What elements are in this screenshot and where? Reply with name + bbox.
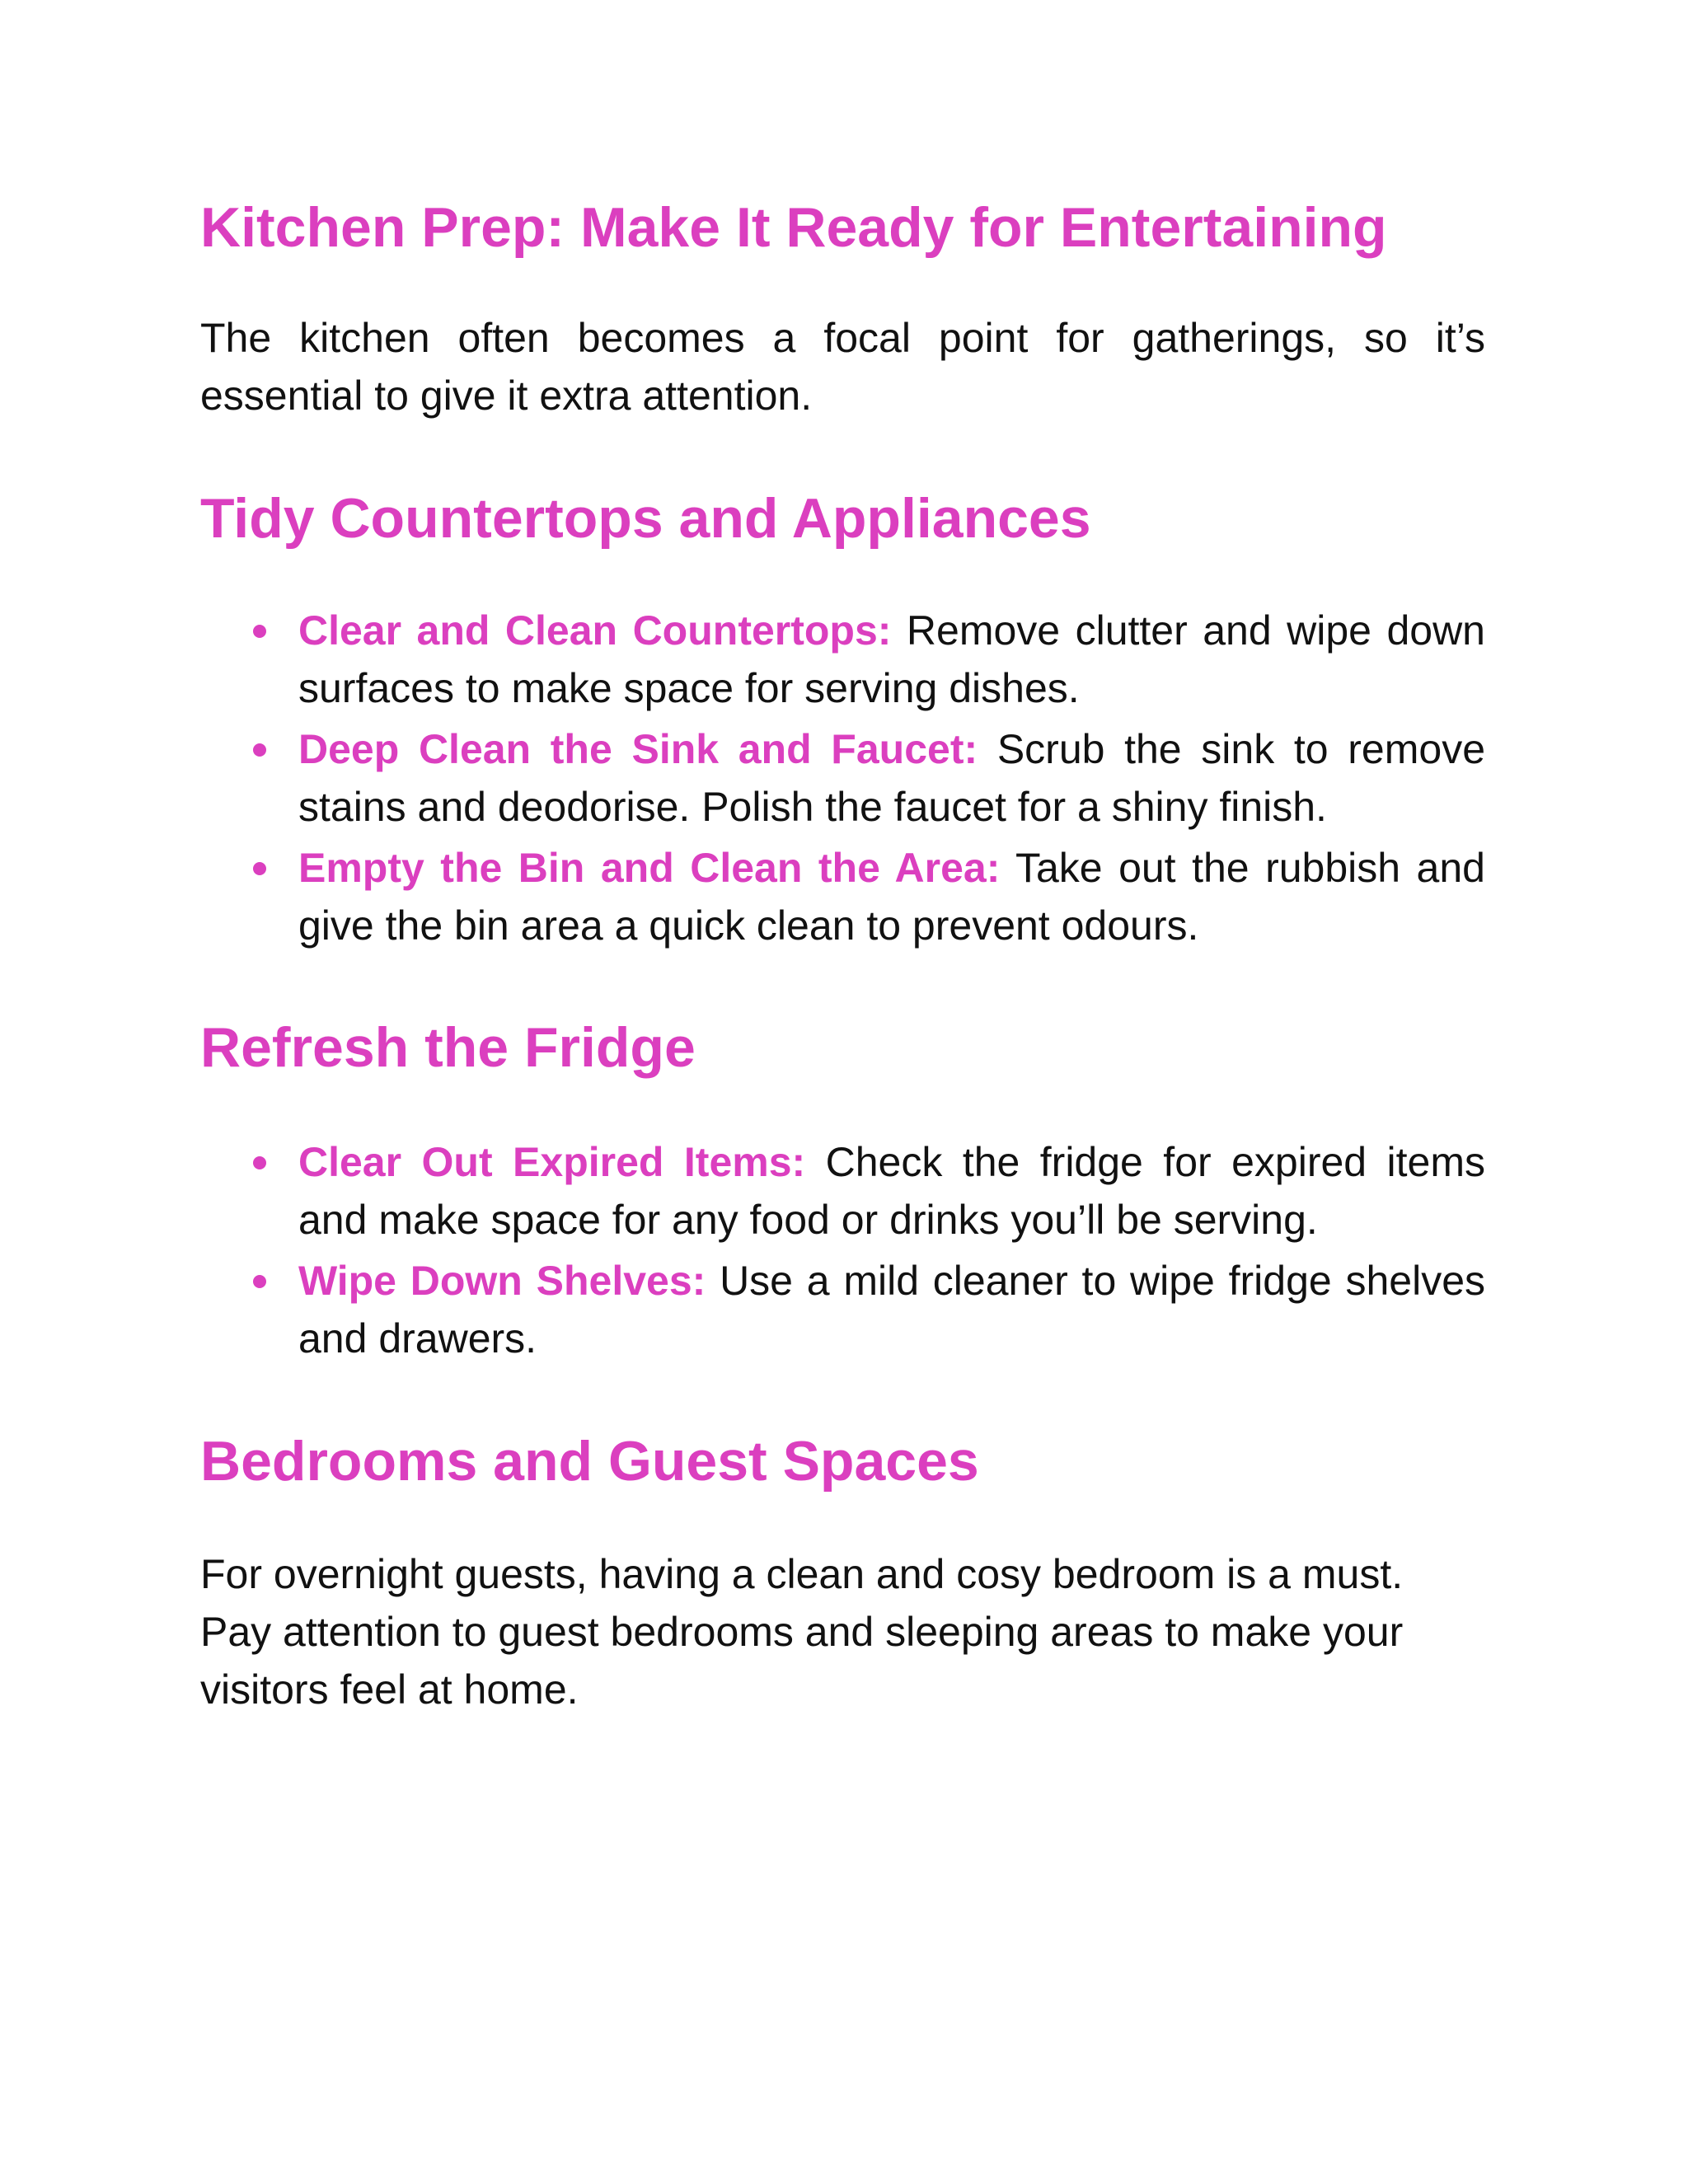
list-item xyxy=(200,839,1485,954)
item-text: Remove clutter and wipe down surfaces to make space for serving dishes. xyxy=(298,607,1485,711)
list-item xyxy=(200,1133,1485,1249)
bullet-icon xyxy=(253,625,266,638)
item-term: Deep Clean the Sink and Faucet: xyxy=(298,726,978,772)
bullet-icon xyxy=(253,743,266,757)
bullet-icon xyxy=(253,1156,266,1169)
heading-refresh-fridge: Refresh the Fridge xyxy=(200,1016,696,1079)
item-term: Wipe Down Shelves: xyxy=(298,1258,706,1304)
item-term: Clear and Clean Countertops: xyxy=(298,607,892,654)
list-item xyxy=(200,602,1485,717)
heading-bedrooms-guest: Bedrooms and Guest Spaces xyxy=(200,1430,979,1493)
item-term: Clear Out Expired Items: xyxy=(298,1139,806,1185)
item-text: Check the fridge for expired items and make space for any food or drinks you’ll be serving. xyxy=(298,1139,1485,1243)
list-item xyxy=(200,1252,1485,1367)
bullet-icon xyxy=(253,862,266,875)
item-text: Take out the rubbish and give the bin area a quick clean to prevent odours. xyxy=(298,845,1485,949)
paragraph-bedrooms-intro: For overnight guests, having a clean and cosy bedroom is a must. Pay attention to guest bedrooms and sleeping areas to make your visitors feel at home. xyxy=(200,1551,1404,1713)
item-text: Use a mild cleaner to wipe fridge shelves and drawers. xyxy=(298,1258,1486,1361)
bullet-icon xyxy=(253,1275,266,1288)
list-tidy-countertops xyxy=(200,602,1485,958)
heading-kitchen-prep: Kitchen Prep: Make It Ready for Entertaining xyxy=(200,196,1387,259)
paragraph-kitchen-intro: The kitchen often becomes a focal point for gatherings, so it’s essential to give it extra attention. xyxy=(200,315,1485,419)
heading-tidy-countertops: Tidy Countertops and Appliances xyxy=(200,487,1091,550)
item-text: Scrub the sink to remove stains and deodorise. Polish the faucet for a shiny finish. xyxy=(298,726,1485,830)
list-refresh-fridge xyxy=(200,1133,1485,1371)
list-item xyxy=(200,720,1485,836)
item-term: Empty the Bin and Clean the Area: xyxy=(298,845,1001,891)
